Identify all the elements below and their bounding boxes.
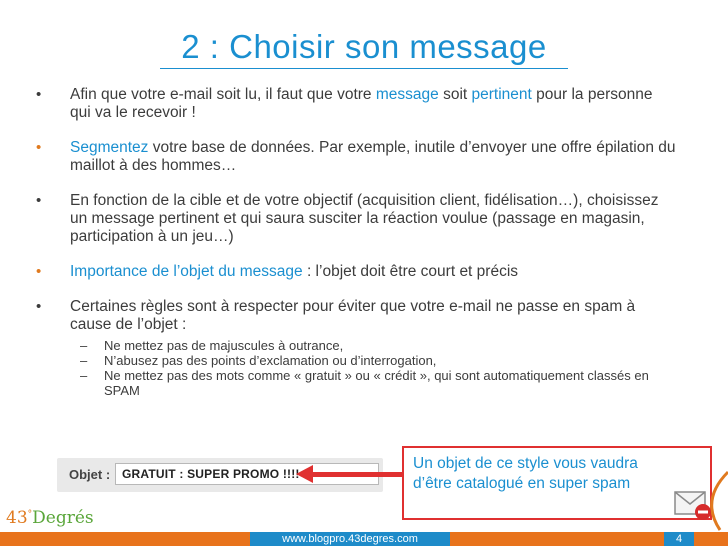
spam-callout <box>402 446 712 520</box>
title-underline <box>160 68 568 69</box>
sub-item <box>70 353 676 368</box>
bullet-text: pour la personne qui va le recevoir ! <box>70 86 653 121</box>
sub-marker: – <box>80 338 88 353</box>
sub-item-text: Ne mettez pas de majuscules à outrance, <box>104 338 344 353</box>
subject-label: Objet : <box>69 467 111 482</box>
bullet-item <box>36 298 676 398</box>
sub-item-text: Ne mettez pas des mots comme « gratuit » ou « crédit », qui sont automatiquement classés en SPAM <box>104 368 649 398</box>
highlight-objet: Importance de l’objet du message <box>70 263 303 280</box>
bullet-marker: • <box>36 86 42 103</box>
mail-spam-icon <box>674 488 714 520</box>
arrow-icon <box>312 472 404 477</box>
sub-list <box>70 338 676 398</box>
bullet-marker: • <box>36 139 42 156</box>
bullet-list <box>36 86 676 398</box>
bullet-text: soit <box>438 86 472 103</box>
highlight-pertinent: pertinent <box>471 86 532 103</box>
sub-item-text: N’abusez pas des points d’exclamation ou d’interrogation, <box>104 353 437 368</box>
bullet-item <box>36 263 676 281</box>
bullet-text: votre base de données. Par exemple, inutile d’envoyer une offre épilation du maillot à des hommes… <box>70 139 676 174</box>
highlight-message: message <box>375 86 439 103</box>
footer-url[interactable]: www.blogpro.43degres.com <box>250 532 450 546</box>
logo-word: Degrés <box>32 508 94 528</box>
bullet-text: : l’objet doit être court et précis <box>302 263 519 280</box>
bullet-item <box>36 192 676 246</box>
sub-marker: – <box>80 368 88 383</box>
callout-text: Un objet de ce style vous vaudra d’être catalogué en super spam <box>413 455 638 492</box>
bullet-item <box>36 86 676 122</box>
bullet-text: Certaines règles sont à respecter pour éviter que votre e-mail ne passe en spam à cause de l’objet : <box>70 298 636 333</box>
sub-item <box>70 338 676 353</box>
subject-input-value: GRATUIT : SUPER PROMO !!!! <box>122 467 300 481</box>
brand-logo: 43°Degrés <box>6 508 94 528</box>
bullet-marker: • <box>36 263 42 280</box>
bullet-text: Afin que votre e-mail soit lu, il faut que votre <box>70 86 376 103</box>
bullet-text: En fonction de la cible et de votre objectif (acquisition client, fidélisation…), choisissez un message pertinent et qui saura susciter la réaction voulue (passage en magasin, participation à un jeu…) <box>70 192 659 245</box>
bullet-marker: • <box>36 192 42 209</box>
slide-title: 2 : Choisir son message <box>181 28 547 65</box>
page-number: 4 <box>664 532 694 546</box>
highlight-segmentez: Segmentez <box>70 139 149 156</box>
bullet-item <box>36 139 676 175</box>
sub-item <box>70 368 676 398</box>
logo-number: 43 <box>6 508 28 528</box>
sub-marker: – <box>80 353 88 368</box>
bullet-marker: • <box>36 298 42 315</box>
arrow-head <box>296 465 313 483</box>
